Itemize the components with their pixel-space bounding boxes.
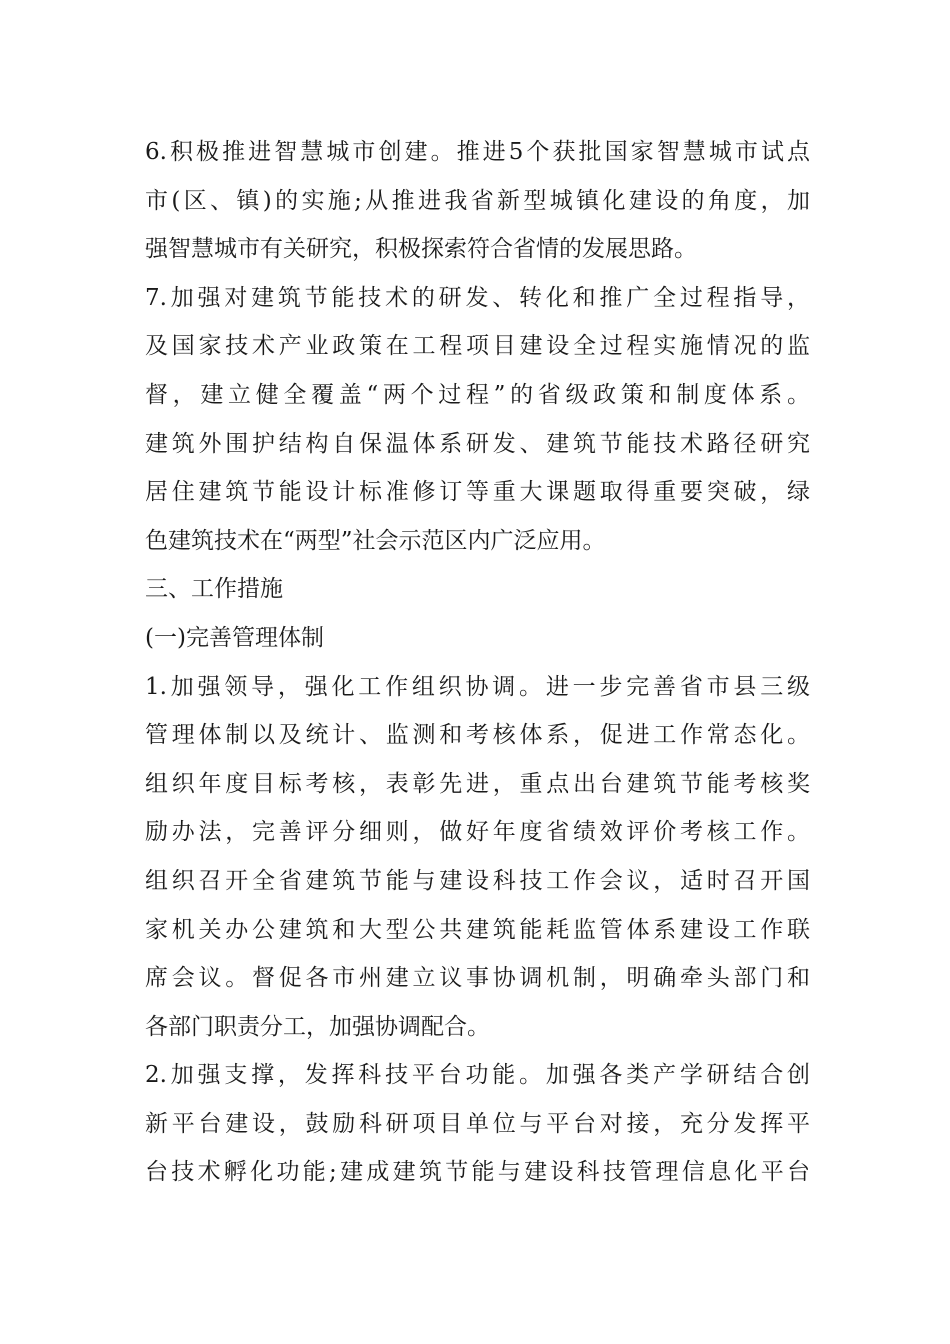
text-line: 管理体制以及统计、监测和考核体系，促进工作常态化。 (145, 722, 810, 749)
text-line: 色建筑技术在“两型”社会示范区内广泛应用。 (145, 527, 606, 554)
body-text (145, 128, 810, 1197)
text-line: 2.加强支撑，发挥科技平台功能。加强各类产学研结合创 (145, 1062, 810, 1089)
text-line: 7.加强对建筑节能技术的研发、转化和推广全过程指导， (145, 284, 810, 311)
text-line: (一)完善管理体制 (145, 624, 324, 651)
text-line: 励办法，完善评分细则，做好年度省绩效评价考核工作。 (145, 819, 810, 846)
text-line: 6.积极推进智慧城市创建。推进5个获批国家智慧城市试点 (145, 139, 810, 165)
text-line: 各部门职责分工，加强协调配合。 (145, 1013, 490, 1040)
text-line: 席会议。督促各市州建立议事协调机制，明确牵头部门和 (145, 965, 810, 992)
text-line: 居住建筑节能设计标准修订等重大课题取得重要突破，绿 (145, 479, 810, 506)
text-line: 组织召开全省建筑节能与建设科技工作会议，适时召开国 (145, 867, 810, 894)
text-line: 建筑外围护结构自保温体系研发、建筑节能技术路径研究 (145, 430, 810, 457)
text-line: 三、工作措施 (145, 576, 283, 603)
text-line: 强智慧城市有关研究，积极探索符合省情的发展思路。 (145, 236, 697, 263)
text-line: 督，建立健全覆盖“两个过程”的省级政策和制度体系。 (145, 381, 810, 408)
text-line: 家机关办公建筑和大型公共建筑能耗监管体系建设工作联 (145, 916, 810, 943)
text-line: 新平台建设，鼓励科研项目单位与平台对接，充分发挥平 (145, 1110, 810, 1137)
text-line: 组织年度目标考核，表彰先进，重点出台建筑节能考核奖 (145, 770, 810, 797)
text-line: 及国家技术产业政策在工程项目建设全过程实施情况的监 (145, 333, 810, 360)
text-line: 台技术孵化功能;建成建筑节能与建设科技管理信息化平台 (145, 1159, 810, 1186)
text-line: 1.加强领导，强化工作组织协调。进一步完善省市县三级 (145, 673, 810, 700)
text-line: 市(区、镇)的实施;从推进我省新型城镇化建设的角度，加 (145, 187, 810, 214)
